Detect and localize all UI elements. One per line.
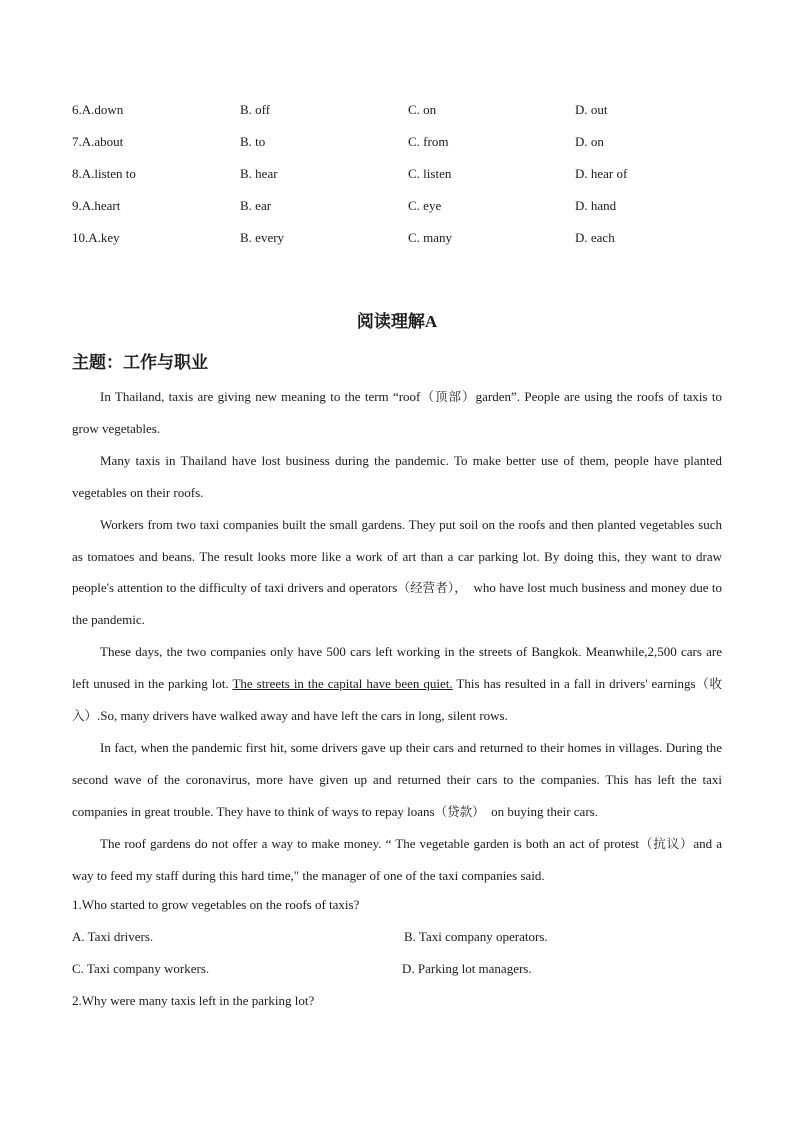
paragraph-3: Workers from two taxi companies built the small gardens. They put soil on the roofs and then planted vegetables such as tomatoes and beans. The result looks more like a work of art than a car parking lot. By doing this, they want to draw people's attention to the difficulty of taxi drivers and operators（经营者）， who have lost much business and money due to the pandemic.	[72, 516, 722, 628]
option-row-8	[72, 166, 732, 186]
option-d: D. out	[575, 102, 608, 117]
option-b: B. to	[240, 134, 266, 149]
option-a: 10.A.key	[72, 230, 120, 245]
section-title-cn: 阅读理解	[356, 312, 425, 332]
option-c: C. listen	[408, 166, 452, 181]
option-a: 8.A.listen to	[72, 166, 136, 181]
section-title-letter: A	[424, 312, 438, 331]
question-1-stem: 1.Who started to grow vegetables on the roofs of taxis?	[72, 897, 360, 912]
option-b: B. off	[240, 102, 271, 117]
option-c: C. many	[408, 230, 453, 245]
option-d: D. hear of	[575, 166, 628, 181]
option-row-9	[72, 198, 732, 218]
reading-passage	[72, 381, 722, 892]
option-b: B. ear	[240, 198, 272, 213]
option-a: 9.A.heart	[72, 198, 121, 213]
section-title	[0, 307, 794, 332]
option-d: D. hand	[575, 198, 617, 213]
question-1-option-b: B. Taxi company operators.	[404, 929, 548, 944]
option-b: B. every	[240, 230, 285, 245]
option-a: 7.A.about	[72, 134, 124, 149]
paragraph-5: In fact, when the pandemic first hit, some drivers gave up their cars and returned to their homes in villages. During the second wave of the coronavirus, more have given up and returned their cars to the companies. This has left the taxi companies in great trouble. They have to think of ways to repay loans（贷款） on buying their cars.	[72, 739, 722, 819]
option-c: C. on	[408, 102, 437, 117]
paragraph-6: The roof gardens do not offer a way to make money. “ The vegetable garden is both an act of protest（抗议）and a way to feed my staff during this hard time," the manager of one of the taxi companies said.	[72, 835, 722, 883]
underlined-sentence: The streets in the capital have been quiet.	[232, 676, 453, 692]
question-2-stem: 2.Why were many taxis left in the parking lot?	[72, 993, 315, 1008]
option-row-6	[72, 102, 732, 122]
option-d: D. each	[575, 230, 615, 245]
question-1-option-c: C. Taxi company workers.	[72, 961, 210, 976]
option-c: C. from	[408, 134, 449, 149]
question-1-option-a: A. Taxi drivers.	[72, 929, 154, 944]
paragraph-2: Many taxis in Thailand have lost business during the pandemic. To make better use of them, people have planted vegetables on their roofs.	[72, 452, 722, 500]
option-row-7	[72, 134, 732, 154]
question-1-option-d: D. Parking lot managers.	[402, 961, 532, 976]
option-d: D. on	[575, 134, 604, 149]
paragraph-4: These days, the two companies only have 500 cars left working in the streets of Bangkok. Meanwhile,2,500 cars are left unused in the parking lot. The streets in the capital have been quiet. This has resulted in a fall in drivers' earnings（收入）.So, many drivers have walked away and have left the cars in long, silent rows.	[72, 644, 723, 724]
paragraph-1: In Thailand, taxis are giving new meaning to the term “roof（顶部）garden”. People are using the roofs of taxis to grow vegetables.	[72, 389, 722, 436]
option-b: B. hear	[240, 166, 278, 181]
option-a: 6.A.down	[72, 102, 124, 117]
option-row-10	[72, 230, 732, 250]
theme-heading: 主题：工作与职业	[72, 353, 208, 373]
option-c: C. eye	[408, 198, 442, 213]
